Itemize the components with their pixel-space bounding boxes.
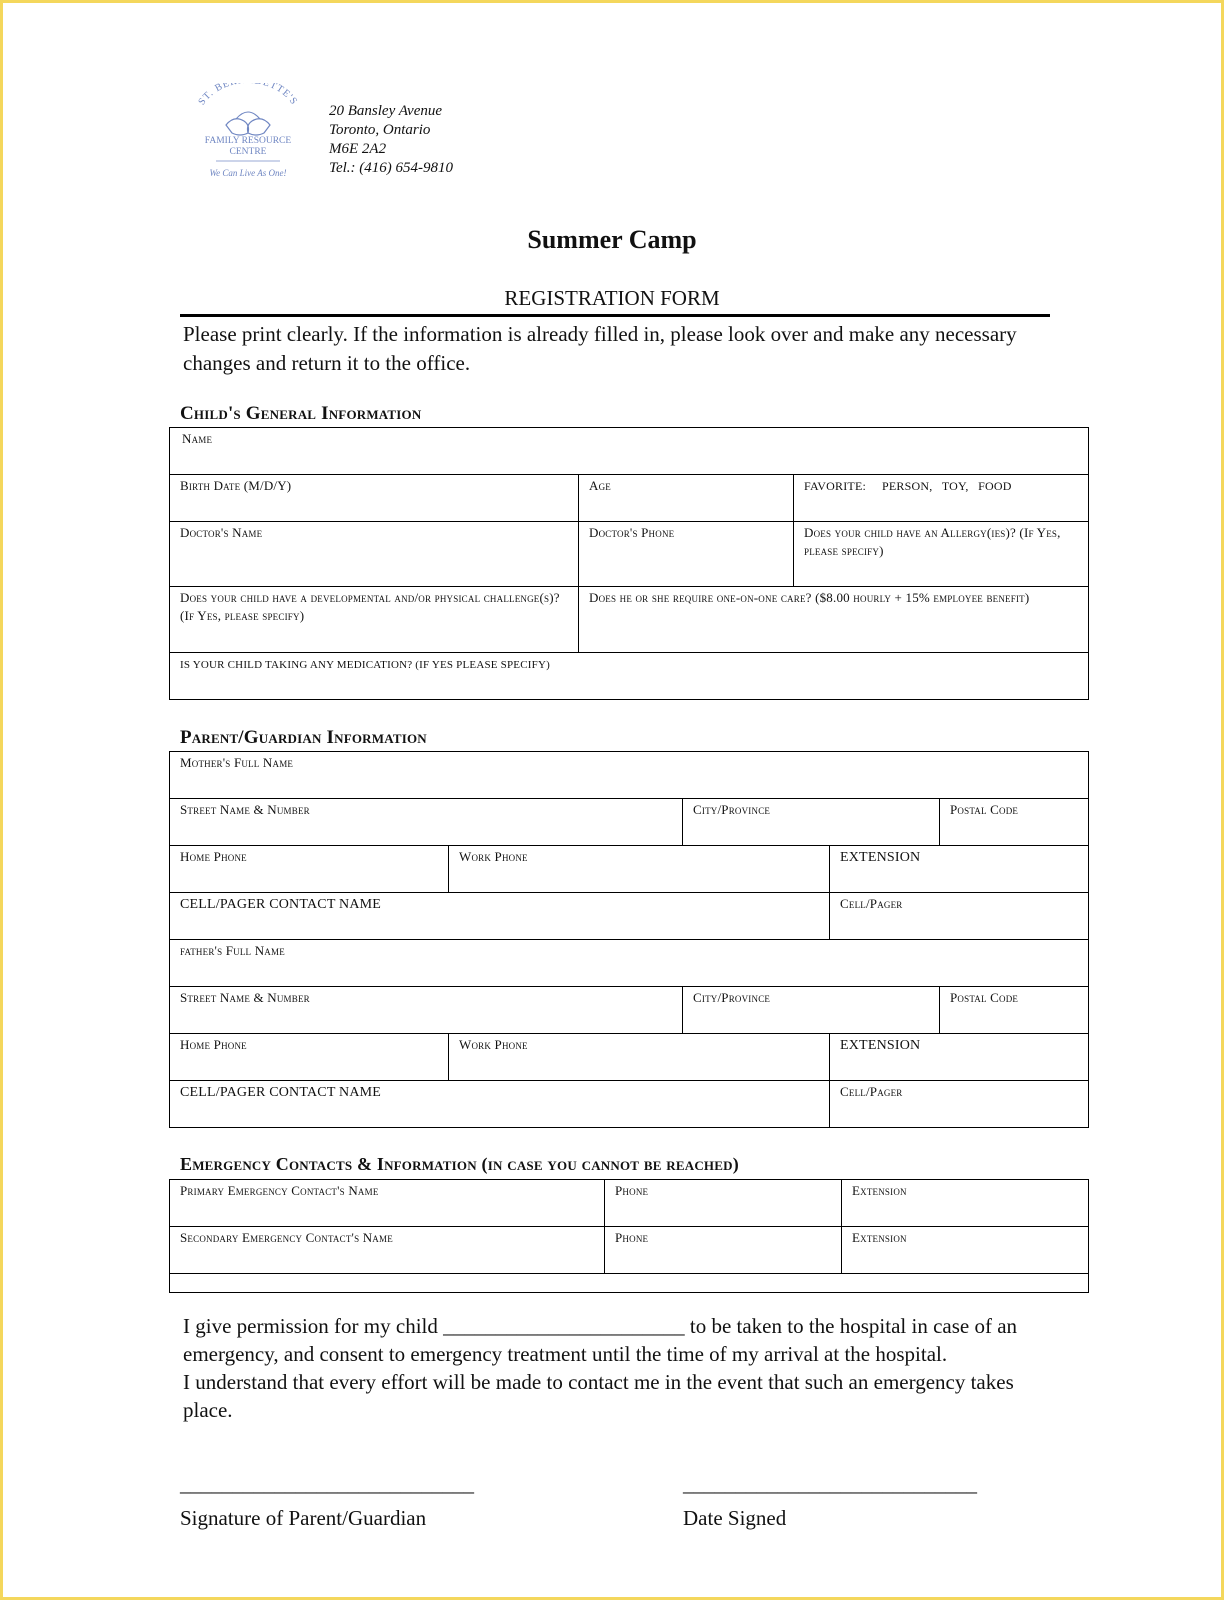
parent-section-heading: Parent/Guardian Information <box>180 727 427 748</box>
svg-text:We Can Live As One!: We Can Live As One! <box>209 168 287 178</box>
date-signed-label: Date Signed <box>683 1506 787 1530</box>
field-label: Home Phone <box>180 849 247 864</box>
date-signed-line[interactable]: ____________________________ <box>683 1472 977 1496</box>
field-label: Does your child have a developmental and/or physical challenge(s)? (If Yes, please specify) <box>180 590 560 623</box>
field-label: Street Name & Number <box>180 990 310 1005</box>
address-street: 20 Bansley Avenue <box>329 103 443 119</box>
father-work-phone-field[interactable] <box>448 1033 830 1081</box>
title-divider <box>180 314 1050 317</box>
father-cell-pager-field[interactable] <box>829 1080 1089 1128</box>
field-label: FAVORITE: PERSON, TOY, FOOD <box>804 479 1012 493</box>
address-phone: Tel.: (416) 654-9810 <box>329 160 454 176</box>
parent-signature-label: Signature of Parent/Guardian <box>180 1506 427 1530</box>
field-label: Age <box>589 478 611 493</box>
organization-address <box>329 102 453 178</box>
mother-city-field[interactable] <box>682 798 940 846</box>
field-label: EXTENSION <box>840 850 921 865</box>
favorite-field[interactable] <box>793 474 1089 522</box>
field-label: father's Full Name <box>180 943 285 958</box>
field-label: Does your child have an Allergy(ies)? (If Yes, please specify) <box>804 525 1061 558</box>
field-label: Work Phone <box>459 849 528 864</box>
registration-form-page <box>3 3 1221 1597</box>
father-cell-contact-field[interactable] <box>169 1080 830 1128</box>
medication-field[interactable] <box>169 652 1089 700</box>
field-label: CELL/PAGER CONTACT NAME <box>180 1085 382 1100</box>
secondary-contact-name-field[interactable] <box>169 1226 605 1274</box>
field-label: Name <box>182 431 213 446</box>
primary-contact-name-field[interactable] <box>169 1179 605 1227</box>
svg-text:ST. BERNADETTE'S: ST. BE ETTE'S <box>196 83 300 108</box>
form-instructions: Please print clearly. If the information is already filled in, please look over and make any necessary changes and return it to the office. <box>183 322 1017 375</box>
svg-text:CENTRE: CENTRE <box>229 147 267 157</box>
field-label: Home Phone <box>180 1037 247 1052</box>
field-label: Mother's Full Name <box>180 755 294 770</box>
field-label: Cell/Pager <box>840 896 903 911</box>
father-city-field[interactable] <box>682 986 940 1034</box>
mother-work-phone-field[interactable] <box>448 845 830 893</box>
field-label: Postal Code <box>950 990 1019 1005</box>
field-label: CELL/PAGER CONTACT NAME <box>180 897 382 912</box>
permission-understanding-text: I understand that every effort will be made to contact me in the event that such an emergency takes place. <box>183 1370 1014 1422</box>
age-field[interactable] <box>578 474 794 522</box>
birth-date-field[interactable] <box>169 474 579 522</box>
one-on-one-care-field[interactable] <box>578 586 1089 653</box>
secondary-contact-extension-field[interactable] <box>841 1226 1089 1274</box>
emergency-blank-row[interactable] <box>169 1273 1089 1293</box>
field-label: Doctor's Phone <box>589 525 675 540</box>
mother-cell-pager-field[interactable] <box>829 892 1089 940</box>
mother-name-field[interactable] <box>169 751 1089 799</box>
mother-home-phone-field[interactable] <box>169 845 449 893</box>
form-title: Summer Camp <box>527 225 697 254</box>
father-home-phone-field[interactable] <box>169 1033 449 1081</box>
secondary-contact-phone-field[interactable] <box>604 1226 842 1274</box>
father-extension-field[interactable] <box>829 1033 1089 1081</box>
mother-postal-field[interactable] <box>939 798 1089 846</box>
address-city: Toronto, Ontario <box>329 122 431 138</box>
child-section-heading: Child's General Information <box>180 403 422 424</box>
field-label: Street Name & Number <box>180 802 310 817</box>
parent-signature-line[interactable]: ____________________________ <box>180 1472 474 1496</box>
primary-contact-phone-field[interactable] <box>604 1179 842 1227</box>
svg-text:FAMILY RESOURCE: FAMILY RESOURCE <box>204 136 292 146</box>
father-street-field[interactable] <box>169 986 683 1034</box>
field-label: Primary Emergency Contact's Name <box>180 1183 379 1198</box>
field-label: Postal Code <box>950 802 1019 817</box>
child-name-field[interactable] <box>169 427 1089 475</box>
primary-contact-extension-field[interactable] <box>841 1179 1089 1227</box>
developmental-challenge-field[interactable] <box>169 586 579 653</box>
field-label: Secondary Emergency Contact's Name <box>180 1230 393 1245</box>
field-label: Cell/Pager <box>840 1084 903 1099</box>
form-subtitle: REGISTRATION FORM <box>504 286 720 310</box>
father-name-field[interactable] <box>169 939 1089 987</box>
field-label: City/Province <box>693 990 771 1005</box>
allergy-field[interactable] <box>793 521 1089 587</box>
address-postal: M6E 2A2 <box>329 141 387 157</box>
field-label: Phone <box>615 1183 649 1198</box>
field-label: City/Province <box>693 802 771 817</box>
field-label: Does he or she require one-on-one care? ($8.00 hourly + 15% employee benefit) <box>589 590 1030 605</box>
field-label: Work Phone <box>459 1037 528 1052</box>
field-label: Birth Date (M/D/Y) <box>180 478 292 493</box>
mother-extension-field[interactable] <box>829 845 1089 893</box>
mother-cell-contact-field[interactable] <box>169 892 830 940</box>
emergency-section-heading: Emergency Contacts & Information (in case you cannot be reached) <box>180 1154 739 1174</box>
field-label: Extension <box>852 1230 907 1245</box>
permission-statement <box>183 1312 1063 1424</box>
field-label: Extension <box>852 1183 907 1198</box>
mother-street-field[interactable] <box>169 798 683 846</box>
field-label: IS YOUR CHILD TAKING ANY MEDICATION? (IF YES PLEASE SPECIFY) <box>180 659 550 671</box>
field-label: Phone <box>615 1230 649 1245</box>
field-label: EXTENSION <box>840 1038 921 1053</box>
father-postal-field[interactable] <box>939 986 1089 1034</box>
permission-consent-text: I give permission for my child _______________________ to be taken to the hospital in case of an emergency, and consent to emergency treatment until the time of my arrival at the hospital. <box>183 1314 1018 1366</box>
doctor-name-field[interactable] <box>169 521 579 587</box>
field-label: Doctor's Name <box>180 525 263 540</box>
organization-logo <box>186 83 310 191</box>
doctor-phone-field[interactable] <box>578 521 794 587</box>
